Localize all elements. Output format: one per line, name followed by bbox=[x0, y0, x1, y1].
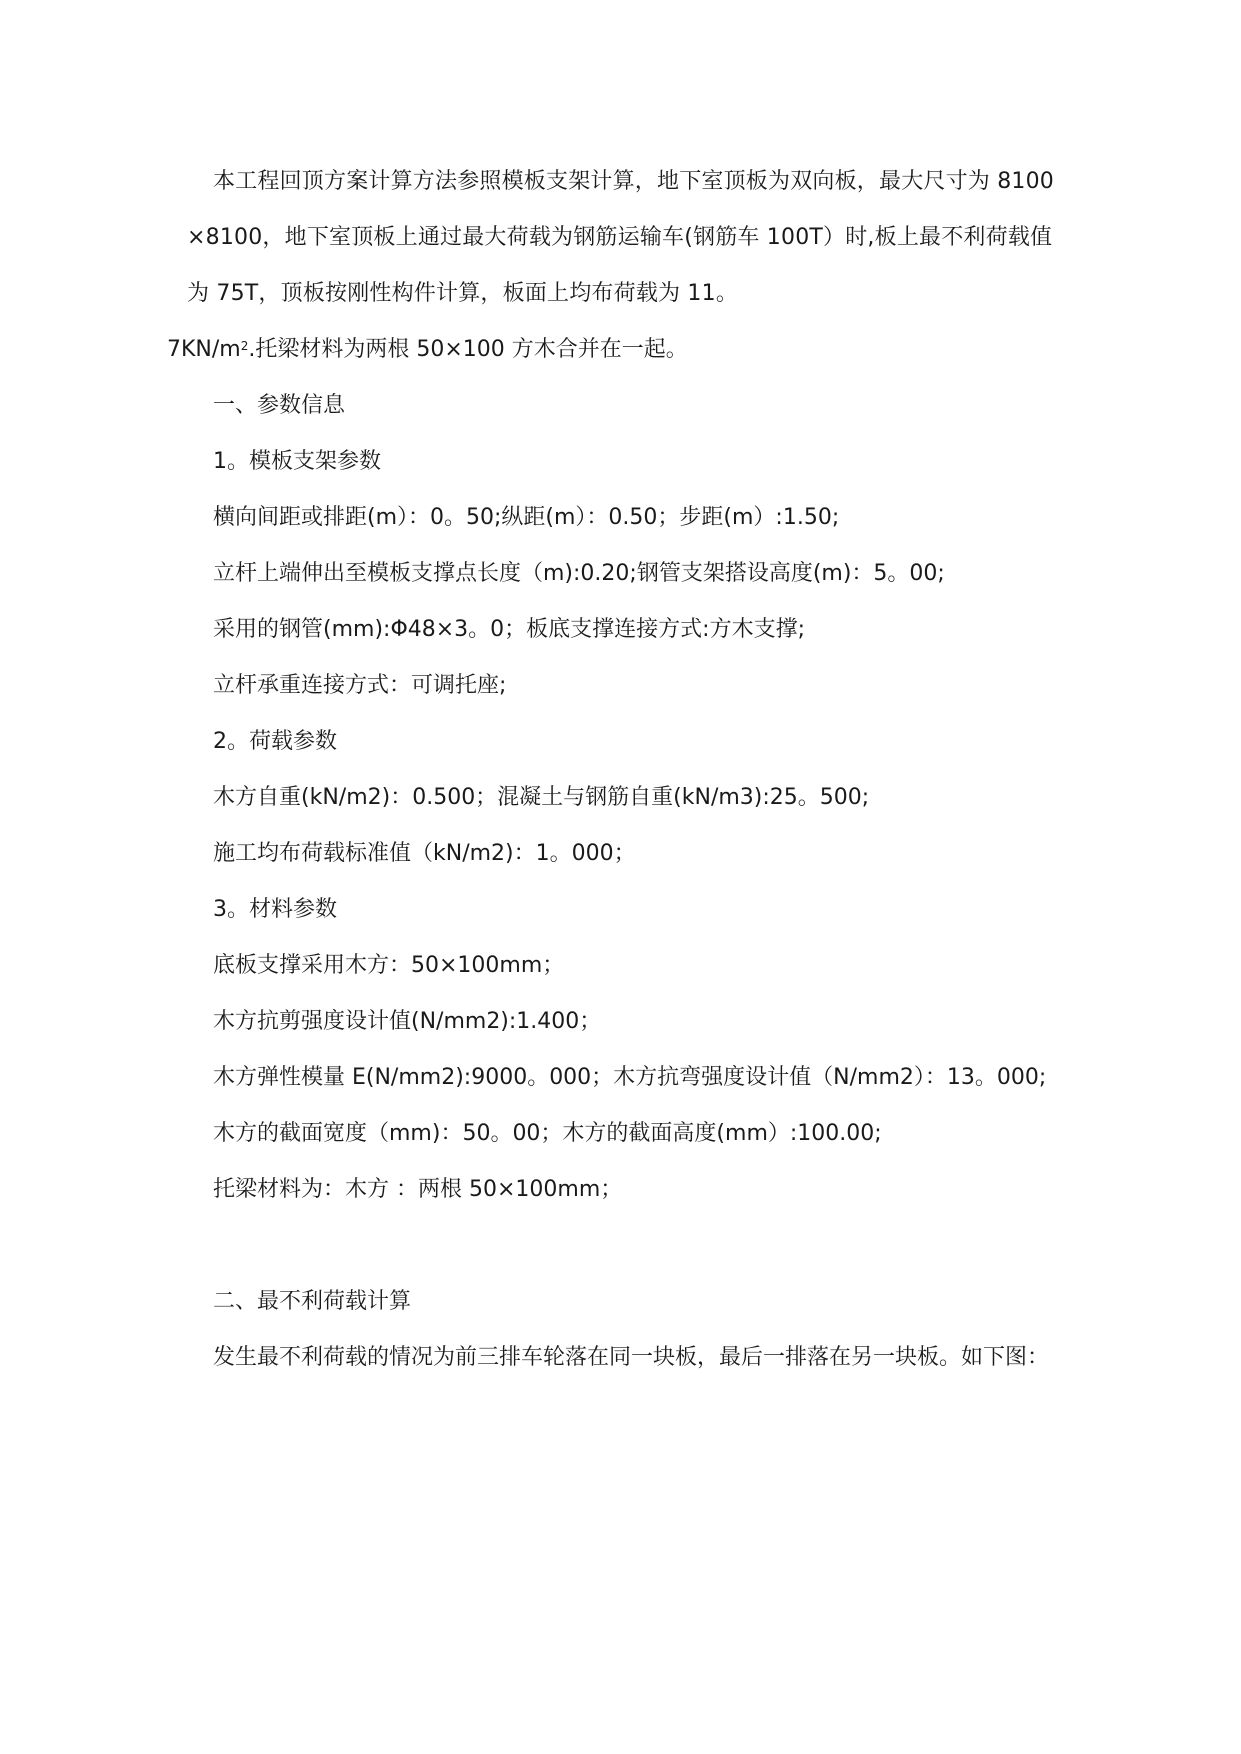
document-body bbox=[167, 154, 1067, 1386]
subheading-materials: 3。材料参数 bbox=[213, 897, 337, 922]
param-connection: 立杆承重连接方式：可调托座; bbox=[213, 673, 507, 698]
param-construction-load: 施工均布荷载标准值（kN/m2)：1。000； bbox=[213, 841, 636, 866]
param-self-weight: 木方自重(kN/m2)：0.500；混凝土与钢筋自重(kN/m3):25。500; bbox=[213, 785, 870, 810]
param-bottom-support: 底板支撑采用木方：50×100mm； bbox=[213, 953, 565, 978]
param-shear-strength: 木方抗剪强度设计值(N/mm2):1.400； bbox=[213, 1009, 602, 1034]
intro-paragraph bbox=[187, 154, 1067, 322]
intro-text: 本工程回顶方案计算方法参照模板支架计算，地下室顶板为双向板，最大尺寸为 8100×8100，地下室顶板上通过最大荷载为钢筋运输车(钢筋车 100T）时,板上最不利荷载值为 75T，顶板按刚性构件计算，板面上均布荷载为 11。 bbox=[187, 169, 1054, 306]
param-elastic-modulus: 木方弹性模量 E(N/mm2):9000。000；木方抗弯强度设计值（N/mm2）：13。000; bbox=[213, 1065, 1047, 1090]
param-steel-pipe: 采用的钢管(mm):Φ48×3。0；板底支撑连接方式:方木支撑; bbox=[213, 617, 806, 642]
param-joist-material: 托梁材料为：木方 ：两根 50×100mm； bbox=[213, 1177, 623, 1202]
param-section-size: 木方的截面宽度（mm)：50。00；木方的截面高度(mm）:100.00; bbox=[213, 1121, 882, 1146]
section-heading-worst-load: 二、最不利荷载计算 bbox=[213, 1289, 412, 1314]
intro-unit-superscript: 2 bbox=[240, 339, 249, 353]
subheading-formwork: 1。模板支架参数 bbox=[213, 449, 381, 474]
worst-load-description: 发生最不利荷载的情况为前三排车轮落在同一块板，最后一排落在另一块板。如下图： bbox=[213, 1345, 1050, 1370]
subheading-loads: 2。荷载参数 bbox=[213, 729, 337, 754]
intro-unit-line bbox=[167, 322, 1067, 378]
intro-tail: .托梁材料为两根 50×100 方木合并在一起。 bbox=[248, 337, 688, 362]
section-heading-params: 一、参数信息 bbox=[213, 393, 346, 418]
param-spacing: 横向间距或排距(m）：0。50;纵距(m）：0.50；步距(m）:1.50; bbox=[213, 505, 840, 530]
param-pole-extension: 立杆上端伸出至模板支撑点长度（m):0.20;钢管支架搭设高度(m)：5。00; bbox=[213, 561, 945, 586]
intro-unit: 7KN/m bbox=[167, 337, 241, 362]
blank-line bbox=[187, 1218, 1067, 1274]
